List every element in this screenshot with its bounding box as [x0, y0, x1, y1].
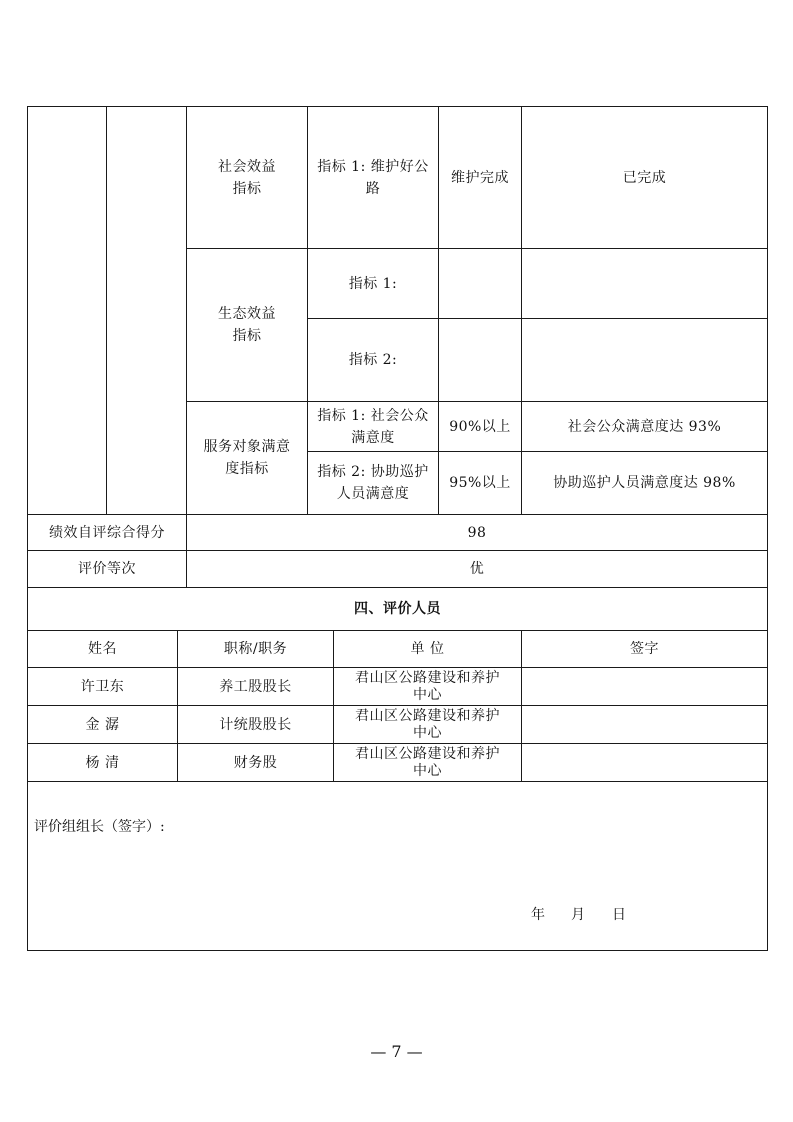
satisfaction-category: 服务对象满意 度指标 [203, 439, 291, 477]
col-border [767, 106, 768, 951]
satisfaction-target-2: 95%以上 [449, 475, 511, 491]
header-unit: 单 位 [410, 641, 445, 657]
social-benefit-category: 社会效益 指标 [218, 158, 276, 197]
row-border [27, 781, 768, 782]
grade-label: 评价等次 [78, 561, 136, 577]
date-day: 日 [612, 907, 626, 923]
person-signature[interactable] [522, 744, 767, 781]
social-benefit-actual: 已完成 [622, 169, 667, 186]
person-signature[interactable] [522, 668, 767, 705]
eco-indicator-1: 指标 1: [348, 275, 398, 292]
eco-indicator-2: 指标 2: [348, 352, 398, 368]
person-title: 财务股 [233, 754, 278, 771]
social-benefit-indicator: 指标 1: 维护好公 路 [317, 158, 429, 197]
satisfaction-target-1: 90%以上 [449, 418, 511, 435]
satisfaction-actual-1: 社会公众满意度达 93% [567, 418, 722, 435]
header-title: 职称/职务 [223, 641, 288, 657]
eco-benefit-category: 生态效益 指标 [218, 306, 276, 344]
page-number: — 7 — [370, 1042, 423, 1061]
person-name: 杨 清 [85, 754, 120, 771]
person-unit: 君山区公路建设和养护 中心 [355, 669, 500, 703]
score-label: 绩效自评综合得分 [49, 524, 165, 541]
person-title: 计统股股长 [219, 716, 292, 733]
satisfaction-actual-2: 协助巡护人员满意度达 98% [553, 475, 736, 491]
date-month: 月 [571, 907, 585, 923]
leader-signature-label: 评价组组长（签字）: [34, 819, 165, 835]
social-benefit-target: 维护完成 [451, 169, 509, 186]
header-name: 姓名 [88, 641, 117, 657]
person-name: 金 潺 [85, 716, 120, 733]
satisfaction-indicator-2: 指标 2: 协助巡护 人员满意度 [317, 464, 429, 502]
person-title: 养工股股长 [219, 678, 292, 695]
grade-value: 优 [469, 561, 485, 577]
satisfaction-indicator-1: 指标 1: 社会公众 满意度 [317, 407, 429, 446]
person-unit: 君山区公路建设和养护 中心 [355, 745, 500, 779]
col-border [106, 106, 107, 514]
score-value: 98 [467, 524, 487, 541]
person-name: 许卫东 [80, 678, 125, 695]
person-signature[interactable] [522, 706, 767, 743]
table-bottom-border [27, 950, 768, 951]
person-unit: 君山区公路建设和养护 中心 [355, 707, 500, 741]
date-year: 年 [531, 907, 545, 923]
section-title: 四、评价人员 [354, 601, 441, 617]
header-signature: 签字 [630, 641, 659, 657]
